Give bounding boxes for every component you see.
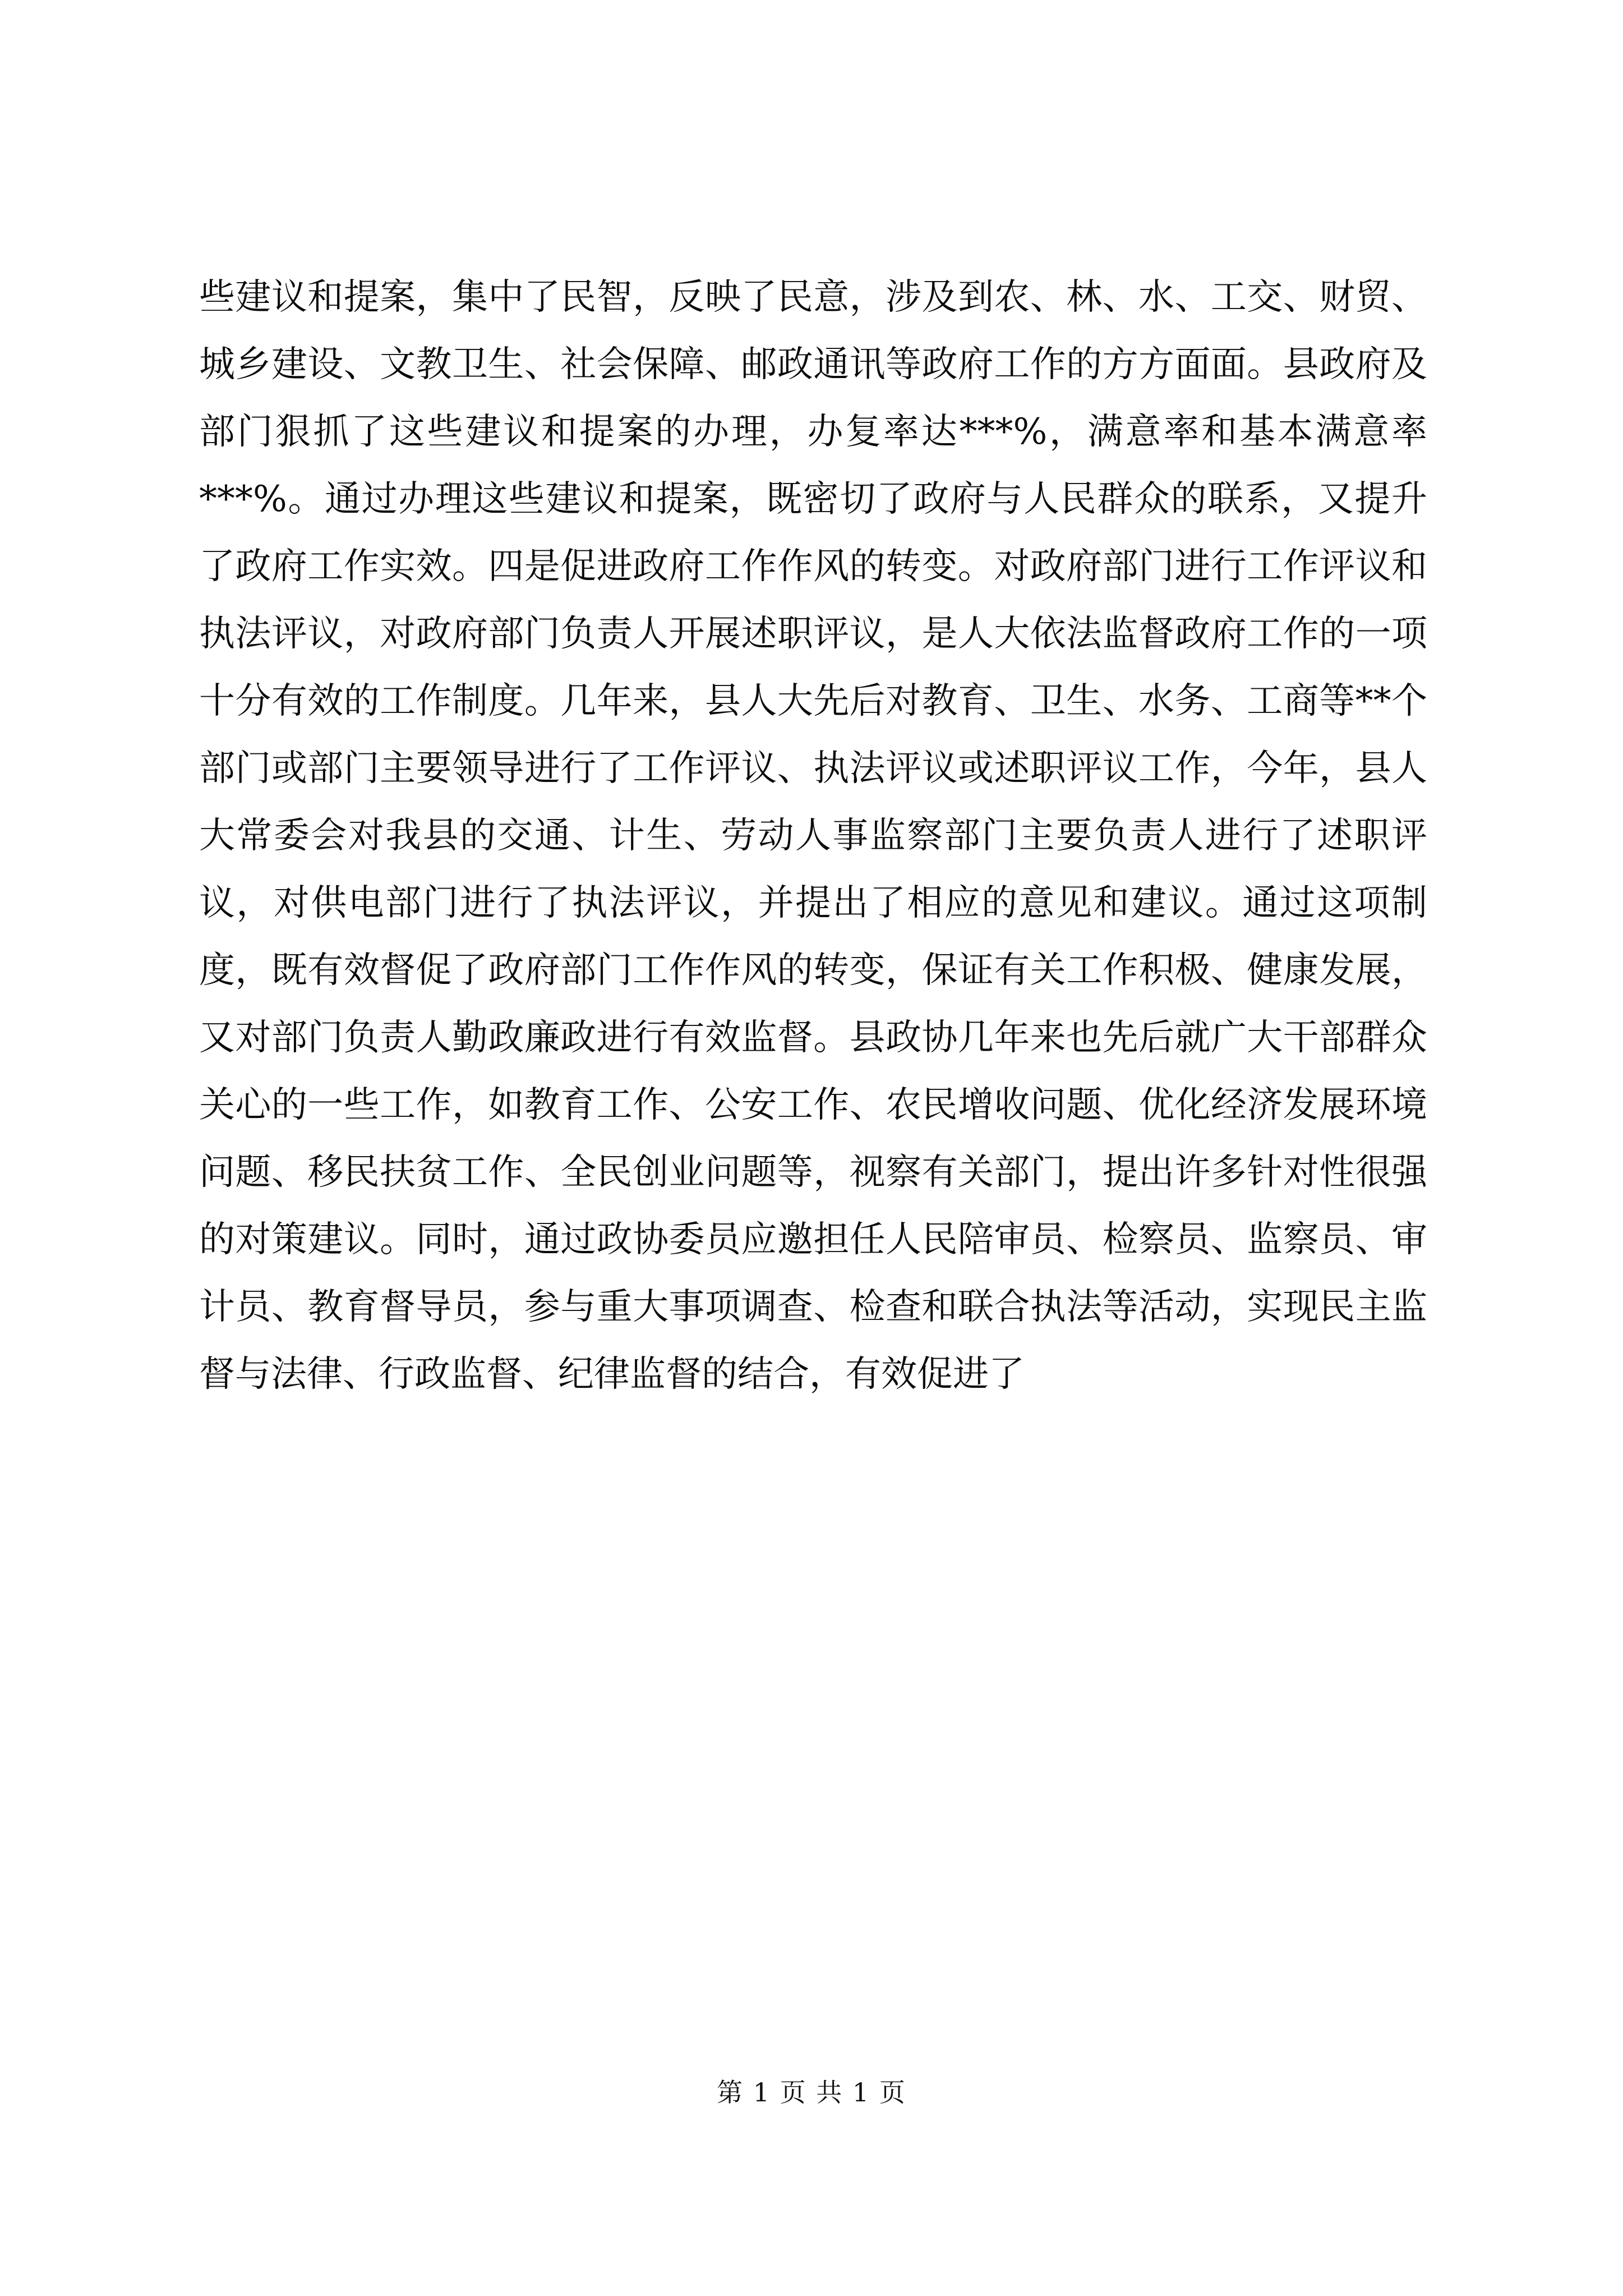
page-footer: 第 1 页 共 1 页 [717, 2077, 906, 2108]
body-paragraph: 些建议和提案，集中了民智，反映了民意，涉及到农、林、水、工交、财贸、城乡建设、文教卫生、社会保障、邮政通讯等政府工作的方方面面。县政府及部门狠抓了这些建议和提案的办理，办复率达***%，满意率和基本满意率***%。通过办理这些建议和提案，既密切了政府与人民群众的联系，又提升了政府工作实效。四是促进政府工作作风的转变。对政府部门进行工作评议和执法评议，对政府部门负责人开展述职评议，是人大依法监督政府工作的一项十分有效的工作制度。几年来，县人大先后对教育、卫生、水务、工商等**个部门或部门主要领导进行了工作评议、执法评议或述职评议工作，今年，县人大常委会对我县的交通、计生、劳动人事监察部门主要负责人进行了述职评议，对供电部门进行了执法评议，并提出了相应的意见和建议。通过这项制度，既有效督促了政府部门工作作风的转变，保证有关工作积极、健康发展，又对部门负责人勤政廉政进行有效监督。县政协几年来也先后就广大干部群众关心的一些工作，如教育工作、公安工作、农民增收问题、优化经济发展环境问题、移民扶贫工作、全民创业问题等，视察有关部门，提出许多针对性很强的对策建议。同时，通过政协委员应邀担任人民陪审员、检察员、监察员、审计员、教育督导员，参与重大事项调查、检查和联合执法等活动，实现民主监督与法律、行政监督、纪律监督的结合，有效促进了 [199, 277, 1427, 1395]
document-body [199, 264, 1427, 1408]
